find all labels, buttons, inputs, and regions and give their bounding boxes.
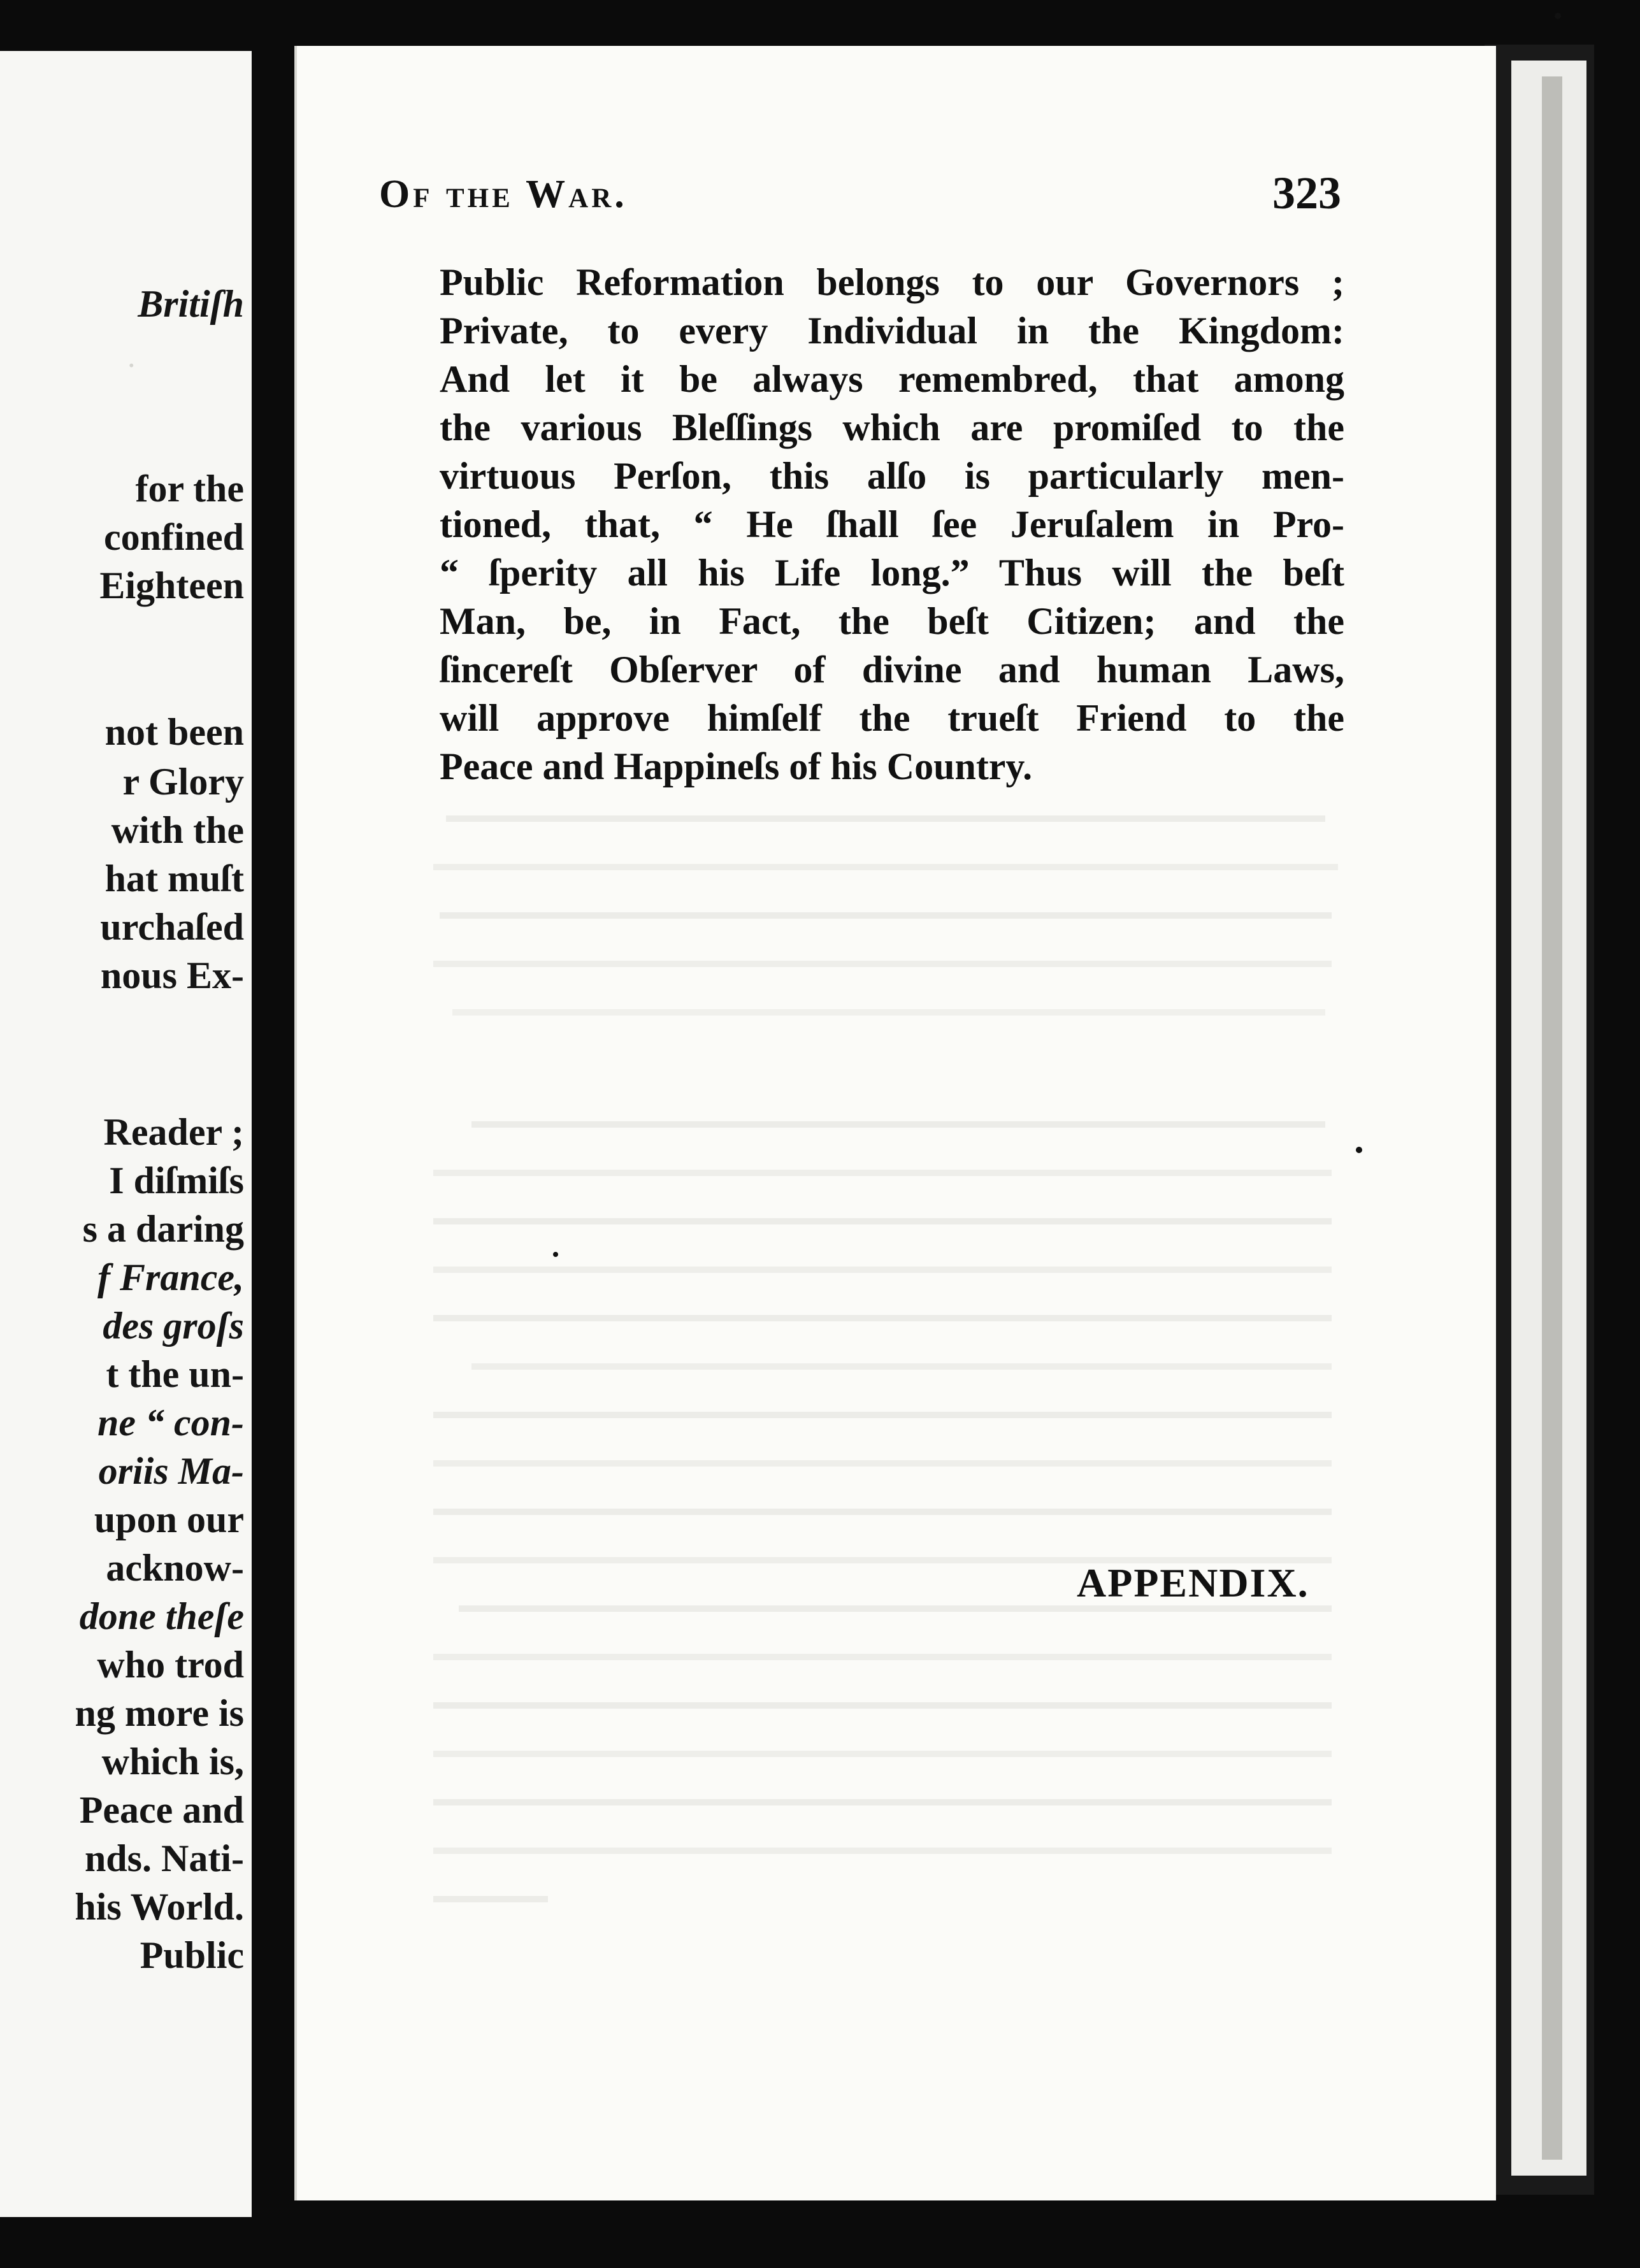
text-line-3: And let it be always remembred, that among (440, 358, 1344, 400)
left-line-28: Public (140, 1934, 244, 1976)
text-line-1: Public Reformation belongs to our Governors ; (440, 261, 1344, 303)
left-line-3: confined (103, 516, 244, 558)
speck-mark (1356, 1147, 1362, 1153)
left-line-12: I diſmiſs (109, 1159, 244, 1202)
left-line-8: hat muſt (104, 858, 244, 900)
left-line-10: nous Ex- (100, 954, 244, 996)
speck-mark (553, 1252, 558, 1257)
left-line-19: upon our (94, 1498, 244, 1540)
appendix-heading: APPENDIX. (1077, 1560, 1309, 1605)
left-line-7: with the (111, 809, 244, 851)
left-line-5: not been (104, 711, 244, 753)
text-line-2: Private, to every Individual in the Kingdom: (440, 310, 1344, 352)
left-line-27: his World. (75, 1886, 244, 1928)
text-line-8: Man, be, in Fact, the beſt Citizen; and the (440, 600, 1344, 642)
left-line-4: Eighteen (99, 564, 244, 606)
text-line-11: Peace and Happineſs of his Country. (440, 745, 1033, 787)
left-line-21: done theſe (79, 1595, 244, 1637)
text-line-7: “ ſperity all his Life long.” Thus will the beſt (440, 552, 1344, 594)
speck-mark (1555, 13, 1561, 19)
left-line-23: ng more is (75, 1692, 244, 1734)
running-head: Of the War. (379, 173, 628, 216)
text-line-4: the various Bleſſings which are promiſed to the (440, 406, 1344, 449)
left-facing-page (0, 51, 252, 2217)
left-line-11: Reader ; (103, 1111, 244, 1153)
left-line-26: nds. Nati- (84, 1837, 244, 1879)
bleed-through-area (433, 815, 1344, 1962)
text-line-6: tioned, that, “ He ſhall ſee Jeruſalem in Pro- (440, 503, 1344, 545)
text-line-9: ſincereſt Obſerver of divine and human Laws, (440, 649, 1344, 691)
left-line-17: ne “ con- (97, 1402, 244, 1444)
bleed-through-left: . (127, 338, 136, 374)
text-line-10: will approve himſelf the trueſt Friend to the (440, 697, 1344, 739)
left-line-2: for the (135, 468, 244, 510)
page-number: 323 (1272, 168, 1341, 219)
left-line-16: t the un- (106, 1353, 244, 1395)
left-line-1: Britiſh (138, 283, 244, 325)
book-page-edges-inner (1542, 76, 1562, 2160)
left-line-22: who trod (97, 1644, 244, 1686)
left-line-14: f France, (97, 1256, 244, 1298)
left-line-18: oriis Ma- (98, 1450, 244, 1492)
left-line-6: r Glory (122, 761, 244, 803)
left-line-24: which is, (101, 1740, 244, 1783)
page-header (379, 153, 1341, 223)
left-line-15: des groſs (103, 1305, 244, 1347)
text-line-5: virtuous Perſon, this alſo is particularly men- (440, 455, 1344, 497)
left-line-9: urchaſed (100, 906, 244, 948)
body-text (440, 258, 1344, 791)
left-line-25: Peace and (79, 1789, 244, 1831)
left-line-20: acknow- (106, 1547, 244, 1589)
left-line-13: s a daring (82, 1208, 244, 1250)
